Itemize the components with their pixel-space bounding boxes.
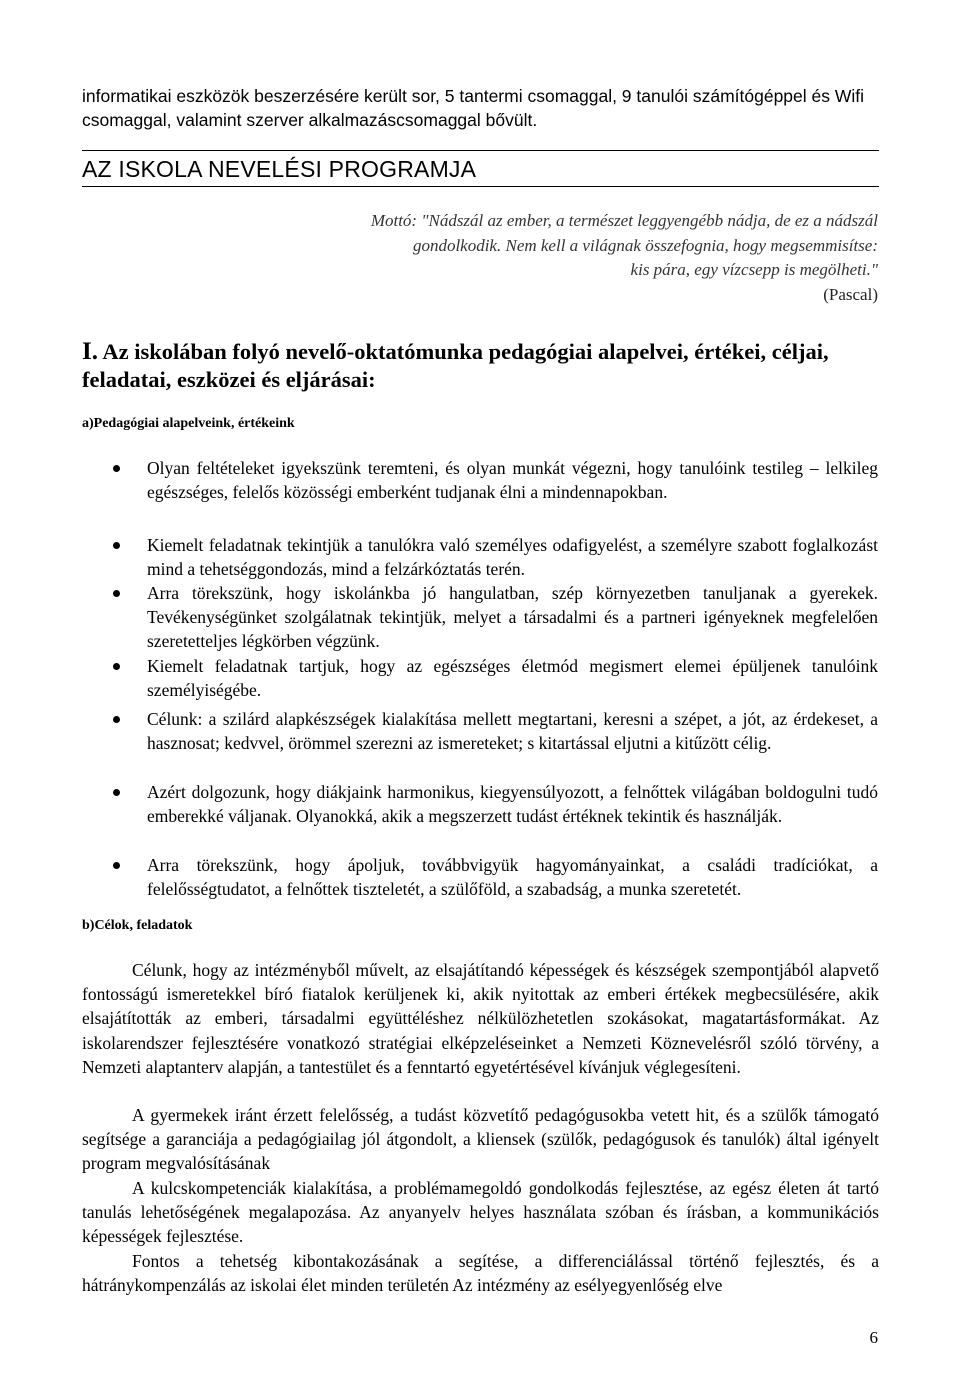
motto-label: Mottó: — [370, 211, 422, 230]
bullet-icon — [113, 542, 120, 549]
body-paragraph-4: Fontos a tehetség kibontakozásának a segítése, a differenciálással történő fejlesztés, és a hátránykompenzálás az iskolai élet minden területén Az intézmény az esélyegyenlőség elve — [82, 1251, 879, 1296]
body-paragraph-3: A kulcskompetenciák kialakítása, a problémamegoldó gondolkodás fejlesztése, az egész életen át tartó tanulás lehetőségének megalapozása. Az anyanyelv helyes használata szóban és írásban, a kommunikációs képességek fejlesztése. — [82, 1178, 879, 1247]
list-item: Kiemelt feladatnak tartjuk, hogy az egészséges életmód megismert elemei épüljenek tanulóink személyiségébe. — [108, 654, 878, 702]
list-item: Arra törekszünk, hogy ápoljuk, továbbvigyük hagyományainkat, a családi tradíciókat, a felelősségtudatot, a felnőttek tiszteletét, a szülőföld, a szabadság, a munka szeretetét. — [108, 853, 878, 901]
bullet-icon — [113, 862, 120, 869]
subheading-b: b)Célok, feladatok — [82, 918, 193, 933]
page-number: 6 — [869, 1328, 878, 1347]
subheading-a: a)Pedagógiai alapelveink, értékeink — [82, 416, 295, 431]
list-item: Olyan feltételeket igyekszünk teremteni, és olyan munkát végezni, hogy tanulóink testileg – lelkileg egészséges, felelős közösségi emberként tudjanak élni a mindennapokban. — [108, 456, 878, 504]
bullet-icon — [113, 663, 120, 670]
section-rule-top — [82, 150, 879, 151]
chapter-number: I. — [82, 338, 98, 365]
body-paragraph-1: Célunk, hogy az intézményből művelt, az elsajátítandó képességek és készségek szempontjából alapvető fontosságú ismeretekkel bíró fiatalok kerüljenek ki, akik nyitottak az emberi értékek megbecsülésére, akik elsajátították az emberi, társadalmi együttéléshez nélkülözhetetlen szokásokat, magatartásformákat. Az iskolarendszer fejlesztésére vonatkozó stratégiai elképzeléseinket a Nemzeti Köznevelésről szóló törvény, a Nemzeti alaptanterv alapján, a tantestület és a fenntartó egyetértésével kívánjuk véglegesíteni. — [82, 960, 879, 1077]
motto-line-1: Mottó: "Nádszál az ember, a természet leggyengébb nádja, de ez a nádszál — [370, 211, 878, 230]
intro-paragraph: informatikai eszközök beszerzésére került sor, 5 tantermi csomaggal, 9 tanulói számítógéppel és Wifi csomaggal, valamint szerver alkalmazáscsomaggal bővült. — [82, 86, 865, 130]
bullet-icon — [113, 465, 120, 472]
chapter-heading-text: Az iskolában folyó nevelő-oktatómunka pedagógiai alapelvei, értékei, céljai, feladatai, eszközei és eljárásai: — [82, 339, 829, 392]
motto-line-2: gondolkodik. Nem kell a világnak összefognia, hogy megsemmisítse: — [412, 235, 878, 255]
body-paragraph-2: A gyermekek iránt érzett felelősség, a tudást közvetítő pedagógusokba vetett hit, és a szülők támogató segítsége a garanciája a pedagógiailag jól átgondolt, a kliensek (szülők, pedagógusok és tanulók) által igényelt program megvalósításának — [82, 1105, 879, 1174]
bullet-icon — [113, 716, 120, 723]
section-title: AZ ISKOLA NEVELÉSI PROGRAMJA — [82, 156, 477, 182]
list-item: Célunk: a szilárd alapkészségek kialakítása mellett megtartani, keresni a szépet, a jót, az érdekeset, a hasznosat; kedvvel, örömmel szerezni az ismereteket; s kitartással eljutni a kitűzött célig. — [108, 707, 878, 755]
motto-line-3: kis pára, egy vízcsepp is megölheti." — [630, 260, 878, 279]
motto-block — [318, 209, 878, 307]
motto-author: (Pascal) — [823, 284, 878, 304]
bullet-icon — [113, 789, 120, 796]
section-rule-bottom — [82, 186, 879, 187]
list-item: Azért dolgozunk, hogy diákjaink harmonikus, kiegyensúlyozott, a felnőttek világában boldogulni tudó emberekké váljanak. Olyanokká, akik a megszerzett tudást értéknek tekintik és használják. — [108, 780, 878, 828]
bullet-icon — [113, 590, 120, 597]
list-item: Arra törekszünk, hogy iskolánkba jó hangulatban, szép környezetben tanuljanak a gyerekek. Tevékenységünket szolgálatnak tekintjük, melyet a társadalmi és a partneri igényeknek megfelelően szeretetteljes légkörben végzünk. — [108, 581, 878, 654]
list-item: Kiemelt feladatnak tekintjük a tanulókra való személyes odafigyelést, a személyre szabott foglalkozást mind a tehetséggondozás, mind a felzárkóztatás terén. — [108, 533, 878, 581]
chapter-heading — [82, 338, 882, 394]
